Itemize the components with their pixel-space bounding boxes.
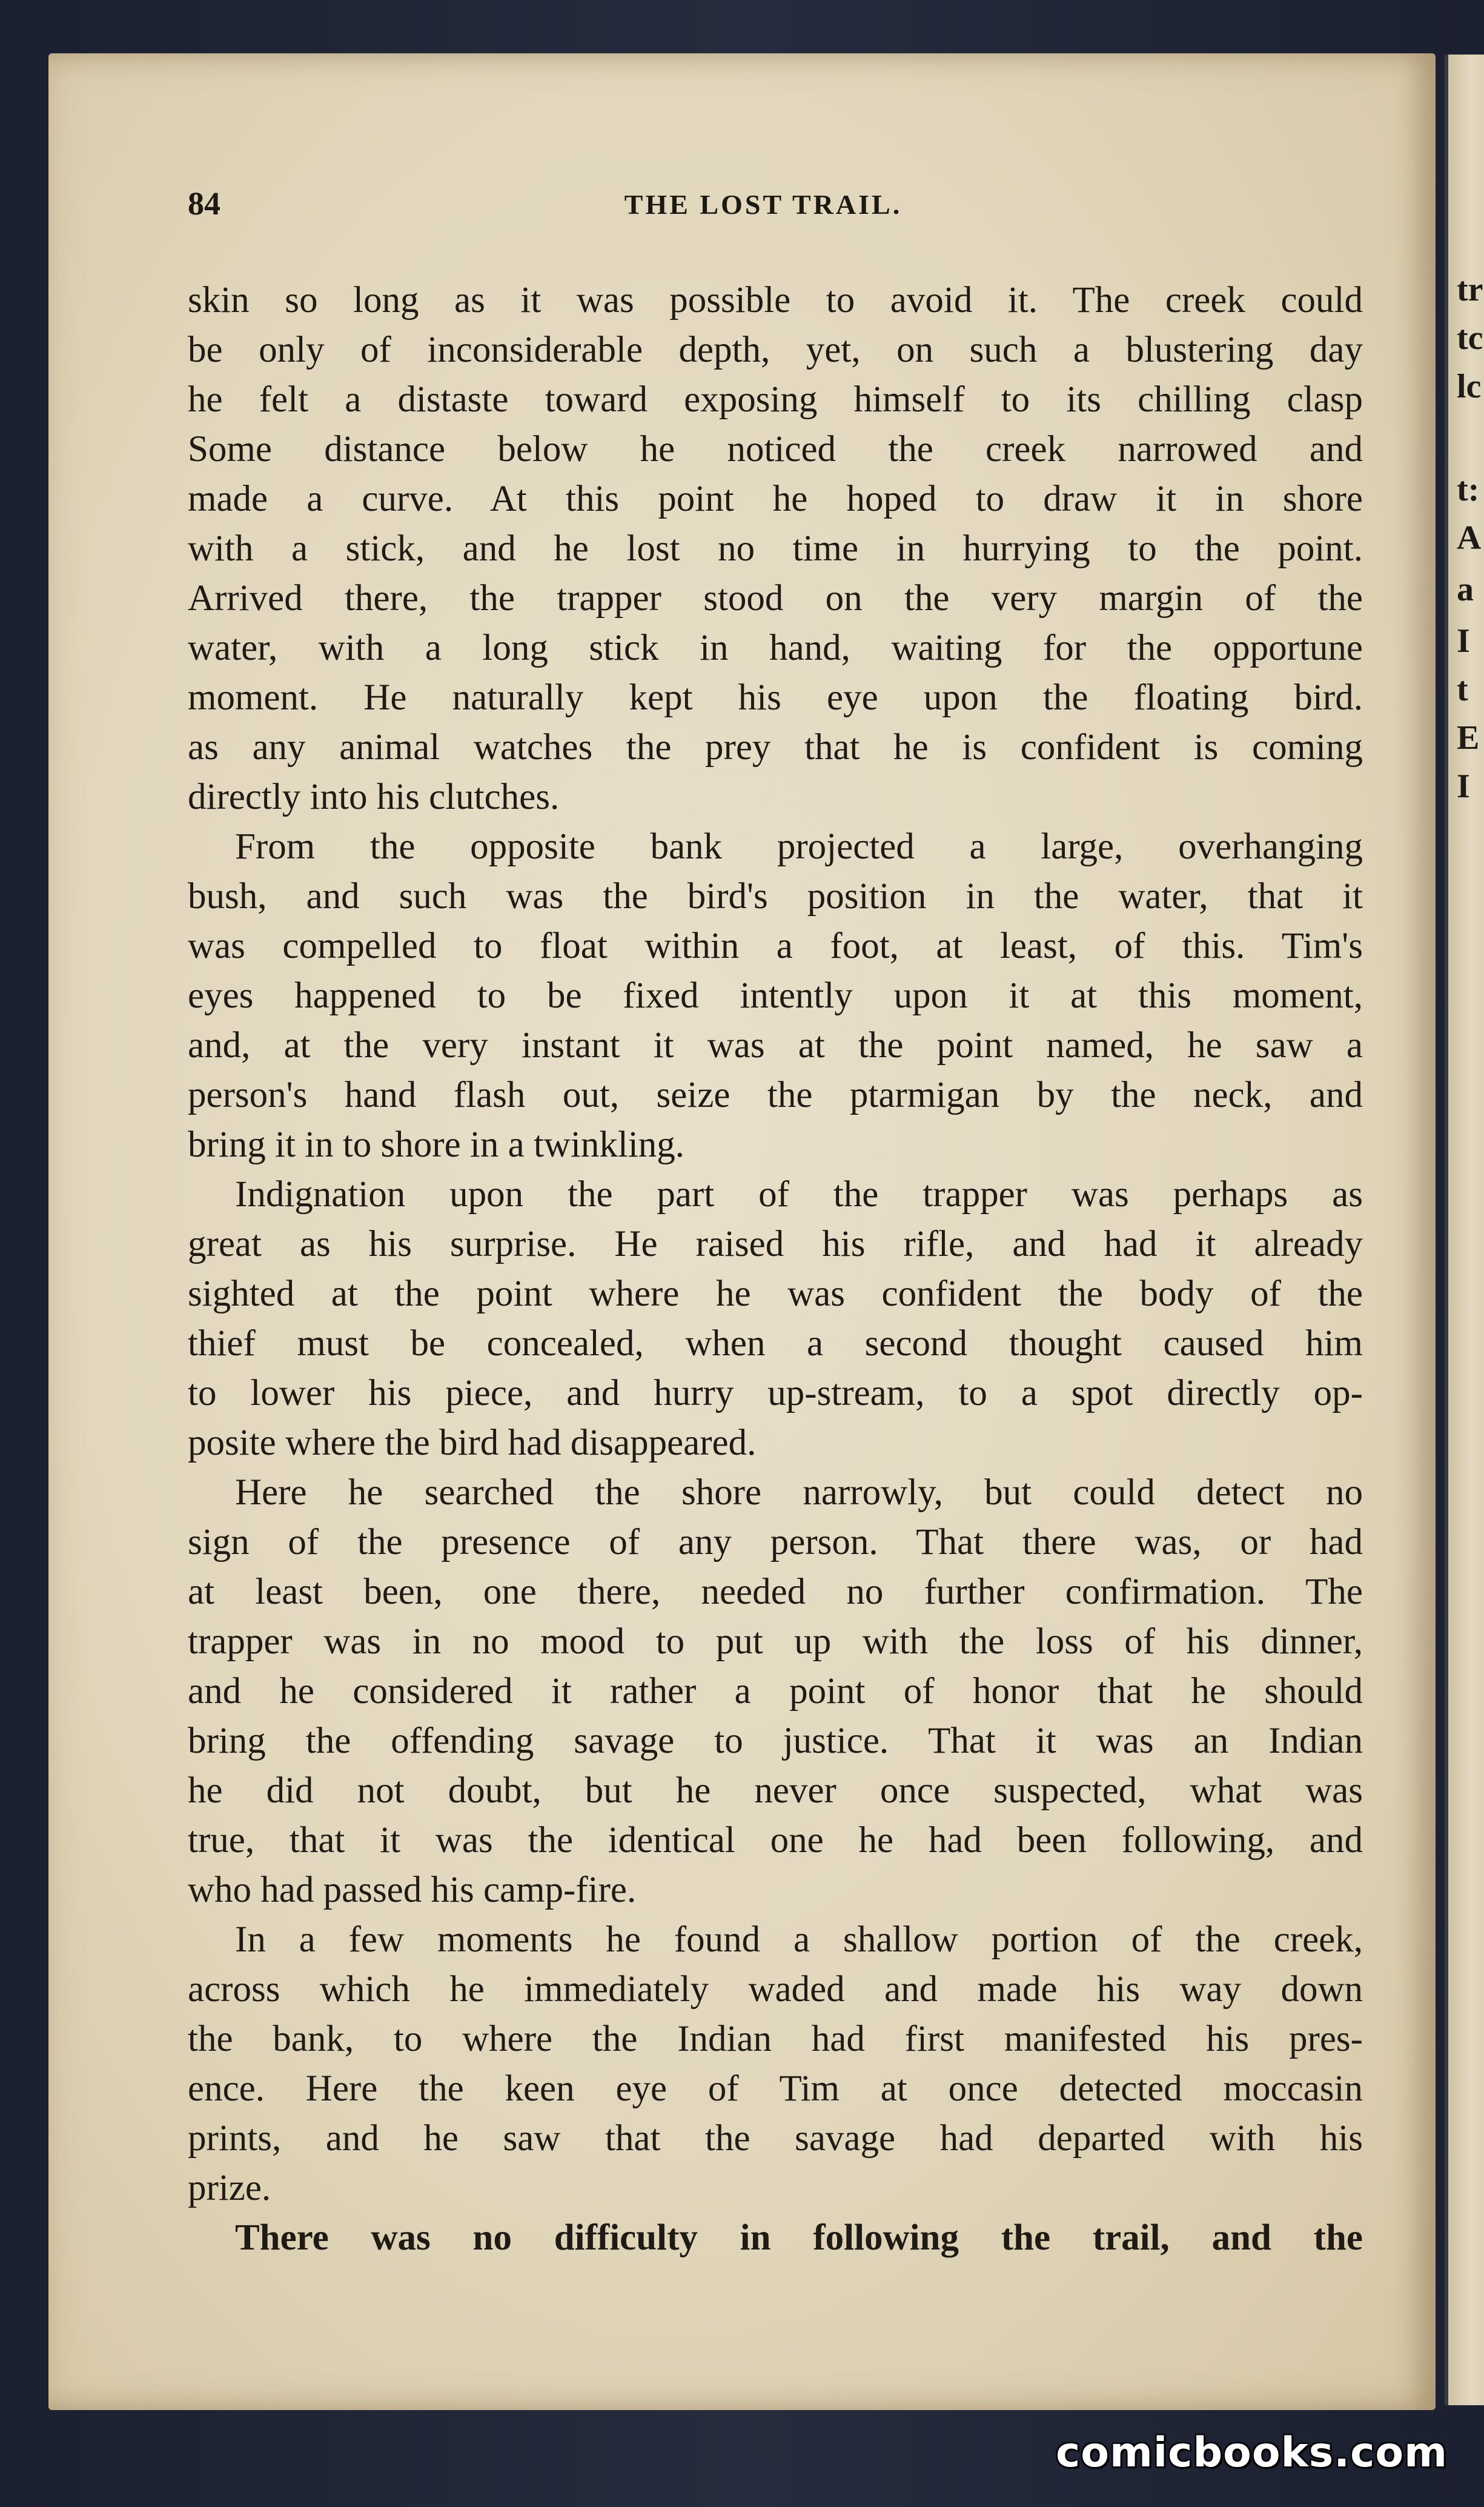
text-line: ence. Here the keen eye of Tim at once detected moccasin [188, 2068, 1363, 2109]
text-line: he did not doubt, but he never once suspected, what was [188, 1770, 1363, 1811]
page-number: 84 [188, 185, 220, 222]
text-line: There was no difficulty in following the trail, and the [235, 2217, 1363, 2258]
text-line: and, at the very instant it was at the point named, he saw a [188, 1025, 1363, 1066]
text-line: thief must be concealed, when a second thought caused him [188, 1323, 1363, 1364]
facing-page-fragment: a [1457, 571, 1474, 608]
text-line: person's hand flash out, seize the ptarmigan by the neck, and [188, 1075, 1363, 1115]
text-line: great as his surprise. He raised his rifle, and had it already [188, 1224, 1363, 1264]
text-line: In a few moments he found a shallow portion of the creek, [235, 1919, 1363, 1960]
text-line: sign of the presence of any person. That there was, or had [188, 1522, 1363, 1562]
text-line: skin so long as it was possible to avoid it. The creek could [188, 280, 1363, 320]
text-line: Here he searched the shore narrowly, but could detect no [235, 1472, 1363, 1513]
body-text [188, 276, 1363, 2263]
text-line: posite where the bird had disappeared. [188, 1423, 757, 1463]
text-line: Indignation upon the part of the trapper was perhaps as [235, 1174, 1363, 1215]
facing-page-fragment: E [1457, 719, 1480, 757]
text-line: bush, and such was the bird's position in the water, that it [188, 876, 1363, 917]
facing-page-fragment: t [1457, 671, 1468, 708]
text-line: made a curve. At this point he hoped to draw it in shore [188, 479, 1363, 519]
facing-page-fragment: tc [1457, 319, 1483, 357]
text-line: be only of inconsiderable depth, yet, on such a blustering day [188, 330, 1363, 370]
text-line: to lower his piece, and hurry up-stream, to a spot directly op- [188, 1373, 1363, 1413]
text-line: across which he immediately waded and made his way down [188, 1969, 1363, 2010]
facing-page-fragment: t: [1457, 471, 1480, 508]
text-line: at least been, one there, needed no further confirmation. The [188, 1572, 1363, 1612]
text-line: prints, and he saw that the savage had departed with his [188, 2118, 1363, 2159]
text-line: Some distance below he noticed the creek narrowed and [188, 429, 1363, 470]
watermark: comicbooks.com [1055, 2429, 1448, 2477]
text-line: bring the offending savage to justice. That it was an Indian [188, 1721, 1363, 1761]
page-header [188, 185, 1339, 227]
text-line: eyes happened to be fixed intently upon it at this moment, [188, 975, 1363, 1016]
text-line: and he considered it rather a point of honor that he should [188, 1671, 1363, 1712]
text-line: bring it in to shore in a twinkling. [188, 1124, 685, 1165]
text-line: was compelled to float within a foot, at least, of this. Tim's [188, 926, 1363, 966]
text-line: moment. He naturally kept his eye upon the floating bird. [188, 677, 1363, 718]
text-line: directly into his clutches. [188, 777, 560, 817]
text-line: water, with a long stick in hand, waiting for the opportune [188, 628, 1363, 668]
facing-page-fragment: A [1457, 519, 1482, 557]
text-line: who had passed his camp-fire. [188, 1870, 637, 1910]
text-line: he felt a distaste toward exposing himself to its chilling clasp [188, 379, 1363, 420]
text-line: with a stick, and he lost no time in hurrying to the point. [188, 528, 1363, 569]
text-line: prize. [188, 2168, 271, 2208]
text-line: sighted at the point where he was confident the body of the [188, 1273, 1363, 1314]
text-line: as any animal watches the prey that he is confident is coming [188, 727, 1363, 768]
running-head: THE LOST TRAIL. [624, 189, 903, 220]
text-line: the bank, to where the Indian had first manifested his pres- [188, 2019, 1363, 2059]
text-line: Arrived there, the trapper stood on the very margin of the [188, 578, 1363, 619]
facing-page-fragment: tr [1457, 271, 1483, 308]
text-line: From the opposite bank projected a large, overhanging [235, 826, 1363, 867]
text-line: trapper was in no mood to put up with the loss of his dinner, [188, 1621, 1363, 1662]
facing-page-edge [1445, 55, 1484, 2405]
facing-page-fragment: I [1457, 622, 1470, 660]
text-line: true, that it was the identical one he had been following, and [188, 1820, 1363, 1861]
facing-page-fragment: I [1457, 768, 1470, 805]
facing-page-fragment: lc [1457, 368, 1482, 405]
